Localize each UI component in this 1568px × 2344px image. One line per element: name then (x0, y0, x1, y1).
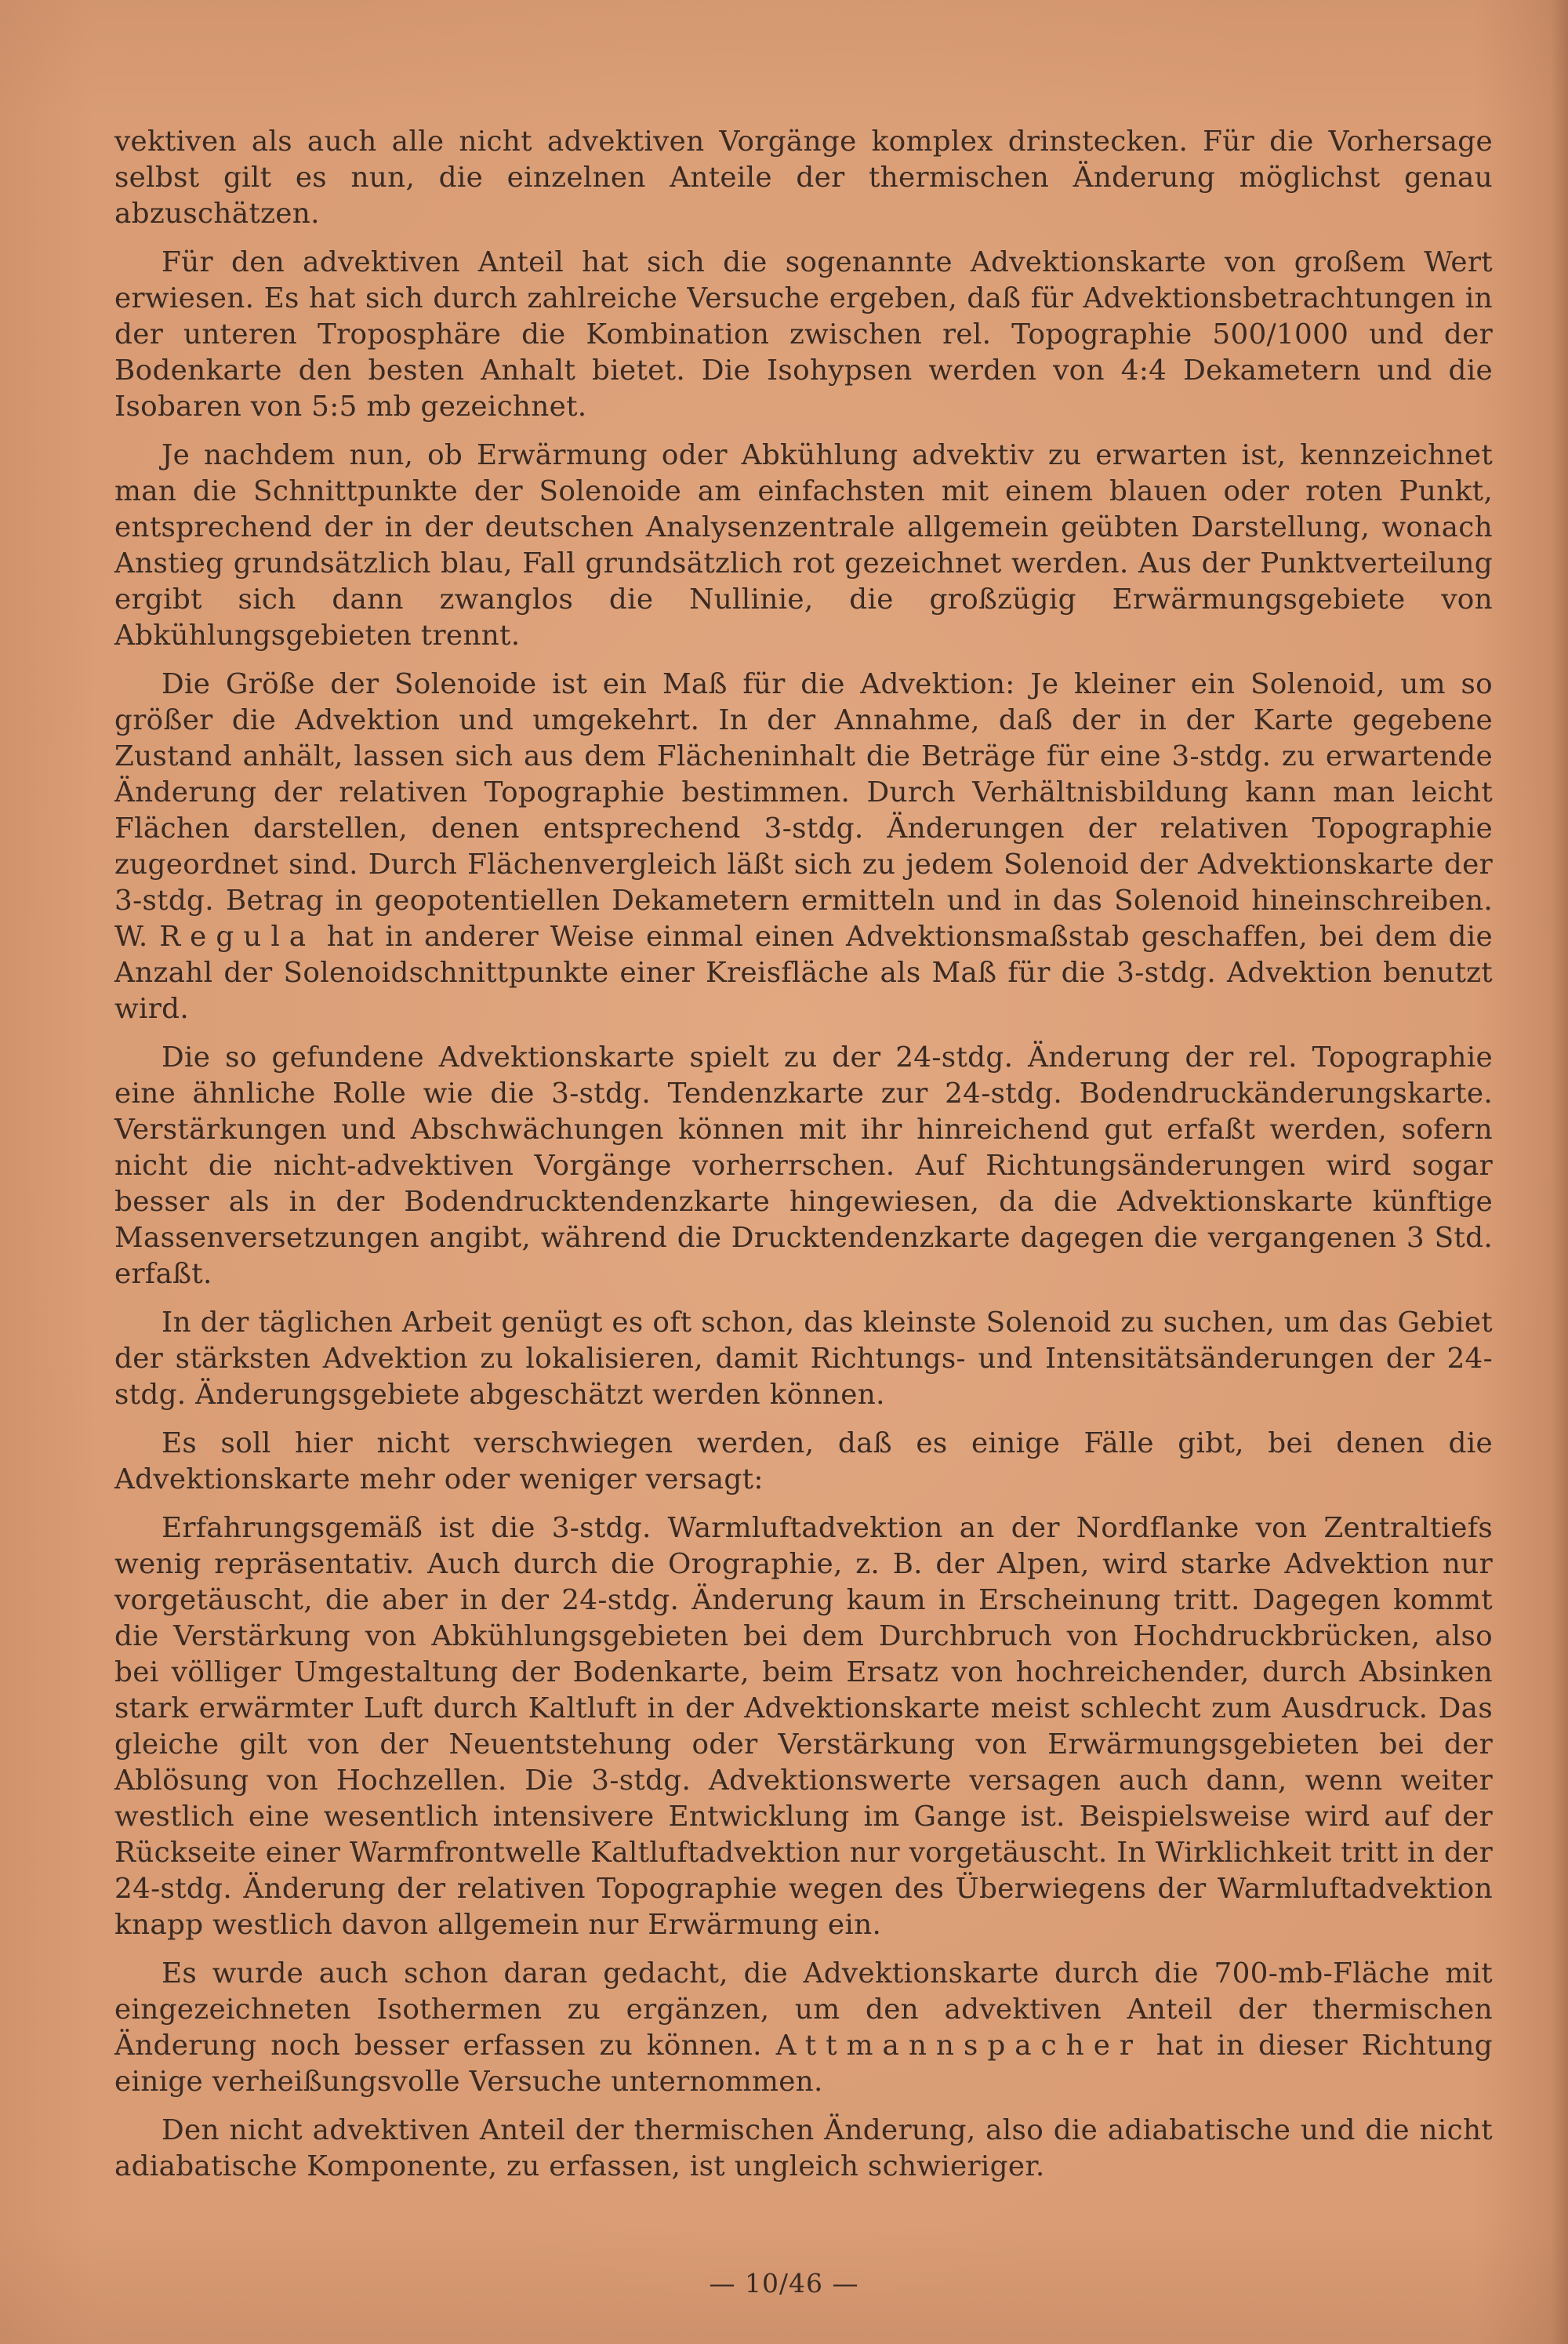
paragraph-7: Es soll hier nicht verschwiegen werden, daß es einige Fälle gibt, bei denen die Advektionskarte mehr oder weniger versagt: (114, 1427, 1493, 1495)
paragraph-5: Die so gefundene Advektionskarte spielt zu der 24-stdg. Änderung der rel. Topographie eine ähnliche Rolle wie die 3-stdg. Tendenzkarte zur 24-stdg. Bodendruckänderungskarte. Verstärkungen und Abschwächungen können mit ihr hinreichend gut erfaßt werden, sofern nicht die nicht-advektiven Vorgänge vorherrschen. Auf Richtungsänderungen wird sogar besser als in der Bodendrucktendenzkarte hingewiesen, da die Advektionskarte künftige Massenversetzungen angibt, während die Drucktendenzkarte dagegen die vergangenen 3 Std. erfaßt. (114, 1041, 1493, 1290)
author-name-regula: Regula (159, 921, 316, 953)
paragraph-6: In der täglichen Arbeit genügt es oft schon, das kleinste Solenoid zu suchen, um das Gebiet der stärksten Advektion zu lokalisieren, damit Richtungs- und Intensitätsänderungen der 24-stdg. Änderungsgebiete abgeschätzt werden können. (114, 1306, 1493, 1411)
paragraph-8: Erfahrungsgemäß ist die 3-stdg. Warmluftadvektion an der Nordflanke von Zentraltiefs wenig repräsentativ. Auch durch die Orographie, z. B. der Alpen, wird starke Advektion nur vorgetäuscht, die aber in der 24-stdg. Änderung kaum in Erscheinung tritt. Dagegen kommt die Verstärkung von Abkühlungsgebieten bei dem Durchbruch von Hochdruckbrücken, also bei völliger Umgestaltung der Bodenkarte, beim Ersatz von hochreichender, durch Absinken stark erwärmter Luft durch Kaltluft in der Advektionskarte meist schlecht zum Ausdruck. Das gleiche gilt von der Neuentstehung oder Verstärkung von Erwärmungsgebieten bei der Ablösung von Hochzellen. Die 3-stdg. Advektionswerte versagen auch dann, wenn weiter westlich eine wesentlich intensivere Entwicklung im Gange ist. Beispielsweise wird auf der Rückseite einer Warmfrontwelle Kaltluftadvektion nur vorgetäuscht. In Wirklichkeit tritt in der 24-stdg. Änderung der relativen Topographie wegen des Überwiegens der Warmluftadvektion knapp westlich davon allgemein nur Erwärmung ein. (114, 1512, 1493, 1941)
paragraph-1: vektiven als auch alle nicht advektiven Vorgänge komplex drinstecken. Für die Vorhersage selbst gilt es nun, die einzelnen Anteile der thermischen Änderung möglichst genau abzuschätzen. (114, 125, 1493, 230)
paragraph-9-text-b: hat in dieser Richtung einige verheißungsvolle Versuche unternommen. (114, 2030, 1493, 2098)
paragraph-9 (114, 1956, 1493, 2100)
paragraph-4 (114, 667, 1493, 1027)
paragraph-10: Den nicht advektiven Anteil der thermischen Änderung, also die adiabatische und die nicht adiabatische Komponente, zu erfassen, ist ungleich schwieriger. (114, 2114, 1493, 2182)
page-number: — 10/46 — (709, 2268, 859, 2299)
paragraph-3: Je nachdem nun, ob Erwärmung oder Abkühlung advektiv zu erwarten ist, kennzeichnet man die Schnittpunkte der Solenoide am einfachsten mit einem blauen oder roten Punkt, entsprechend der in der deutschen Analysenzentrale allgemein geübten Darstellung, wonach Anstieg grundsätzlich blau, Fall grundsätzlich rot gezeichnet werden. Aus der Punktverteilung ergibt sich dann zwanglos die Nullinie, die großzügig Erwärmungsgebiete von Abkühlungsgebieten trennt. (114, 439, 1493, 652)
author-name-attmannspacher: Attmannspacher (775, 2030, 1142, 2062)
paragraph-4-text-b: hat in anderer Weise einmal einen Advektionsmaßstab geschaffen, bei dem die Anzahl der Solenoidschnittpunkte einer Kreisfläche als Maß für die 3-stdg. Advektion benutzt wird. (114, 921, 1493, 1025)
paragraph-9-text-a: Es wurde auch schon daran gedacht, die Advektionskarte durch die 700-mb-Fläche mit eingezeichneten Isothermen zu ergänzen, um den advektiven Anteil der thermischen Änderung noch besser erfassen zu können. (114, 1957, 1493, 2062)
paper-edge-shadow (1551, 0, 1568, 2344)
paragraph-4-text-a: Die Größe der Solenoide ist ein Maß für die Advektion: Je kleiner ein Solenoid, um so größer die Advektion und umgekehrt. In der Annahme, daß der in der Karte gegebene Zustand anhält, lassen sich aus dem Flächeninhalt die Beträge für eine 3-stdg. zu erwartende Änderung der relativen Topographie bestimmen. Durch Verhältnisbildung kann man leicht Flächen darstellen, denen entsprechend 3-stdg. Änderungen der relativen Topographie zugeordnet sind. Durch Flächenvergleich läßt sich zu jedem Solenoid der Advektionskarte der 3-stdg. Betrag in geopotentiellen Dekametern ermitteln und in das Solenoid hineinschreiben. W. (114, 668, 1493, 953)
page-body (114, 124, 1493, 2197)
paragraph-2: Für den advektiven Anteil hat sich die sogenannte Advektionskarte von großem Wert erwiesen. Es hat sich durch zahlreiche Versuche ergeben, daß für Advektionsbetrachtungen in der unteren Troposphäre die Kombination zwischen rel. Topographie 500/1000 und der Bodenkarte den besten Anhalt bietet. Die Isohypsen werden von 4:4 Dekametern und die Isobaren von 5:5 mb gezeichnet. (114, 246, 1493, 423)
